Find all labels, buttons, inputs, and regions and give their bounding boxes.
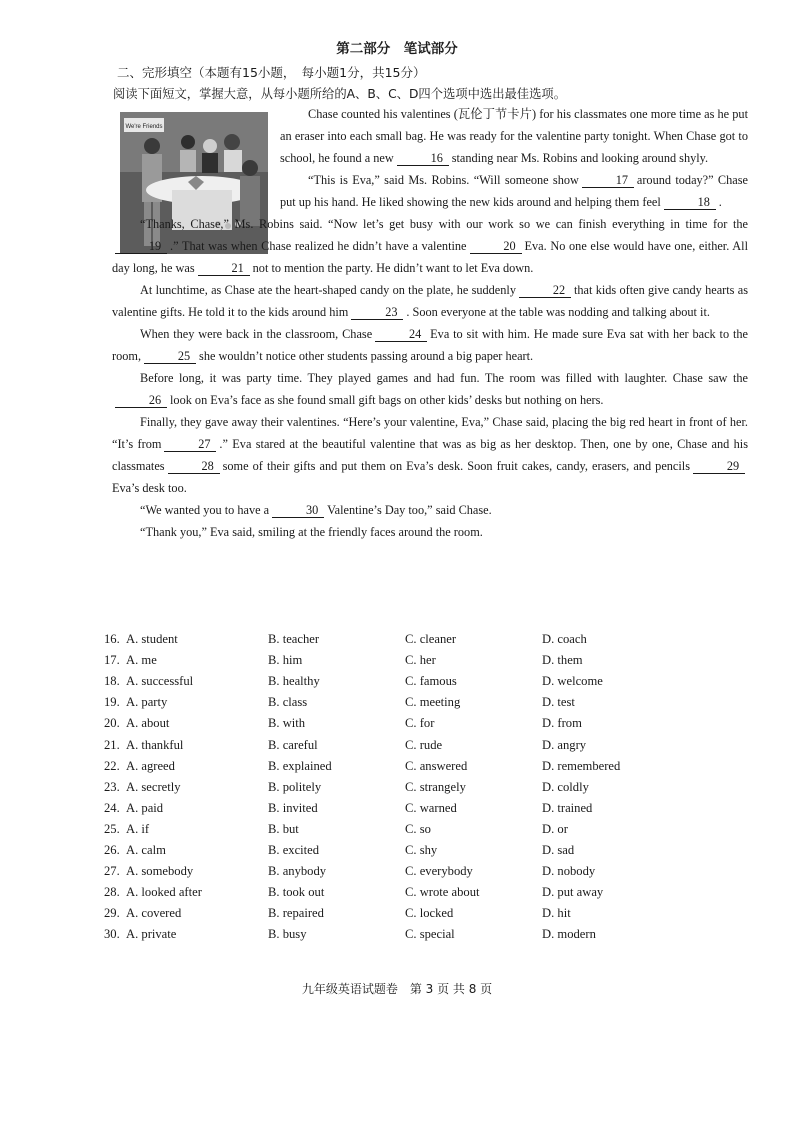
- paragraph-3: “Thanks, Chase,” Ms. Robins said. “Now let’s get busy with our work so we can finish everything in time for the19 .” That was when Chase realized he didn’t have a valentine 20 Eva. No one else would have one, either. All day long, he was 21 not to mention the party. He didn’t want to let Eva down.: [112, 217, 748, 275]
- option-row: [104, 650, 744, 671]
- option-row: [104, 819, 744, 840]
- paragraph-4: At lunchtime, as Chase ate the heart-shaped candy on the plate, he suddenly 22 that kids often give candy hearts as valentine gifts. He told it to the kids around him 23 . Soon everyone at the table was nodding and talking about it.: [112, 283, 748, 319]
- question-number: 20.: [104, 716, 120, 731]
- option-b: B. invited: [268, 800, 318, 815]
- option-c: C. meeting: [405, 695, 461, 710]
- blank-27: 27: [164, 437, 216, 452]
- question-number: 22.: [104, 758, 120, 773]
- option-row: [104, 903, 744, 924]
- question-number: 29.: [104, 906, 120, 921]
- option-c: C. everybody: [405, 864, 473, 879]
- option-b: B. with: [268, 716, 306, 731]
- option-c: C. special: [405, 927, 455, 942]
- option-d: D. welcome: [542, 674, 603, 689]
- option-a: A. covered: [126, 906, 182, 921]
- paragraph-1: Chase counted his valentines (瓦伦丁节卡片) for his classmates one more time as he put an eraser into each small bag. He was ready for the valentine party tonight. When Chase got to school, he found a new 16 standing near Ms. Robins and looking around shyly.: [280, 107, 748, 165]
- blank-29: 29: [693, 459, 745, 474]
- sign-text: We're Friends: [125, 124, 163, 130]
- option-a: A. about: [126, 716, 170, 731]
- option-d: D. angry: [542, 737, 587, 752]
- question-number: 17.: [104, 653, 120, 668]
- option-b: B. excited: [268, 842, 320, 857]
- option-row: [104, 629, 744, 650]
- page-footer: 九年级英语试题卷 第 3 页 共 8 页: [301, 982, 493, 996]
- option-b: B. careful: [268, 737, 318, 752]
- blank-25: 25: [144, 349, 196, 364]
- blank-18: 18: [664, 195, 716, 210]
- passage-wrap-block: [280, 103, 748, 213]
- option-d: D. sad: [542, 842, 575, 857]
- answer-options: [104, 629, 744, 945]
- option-a: A. if: [126, 821, 150, 836]
- option-b: B. explained: [268, 758, 332, 773]
- option-d: D. put away: [542, 885, 604, 900]
- option-row: [104, 924, 744, 945]
- option-d: D. or: [542, 821, 568, 836]
- option-b: B. anybody: [268, 864, 327, 879]
- blank-17: 17: [582, 173, 634, 188]
- option-d: D. coldly: [542, 779, 589, 794]
- option-d: D. them: [542, 653, 583, 668]
- option-d: D. remembered: [542, 758, 621, 773]
- option-a: A. me: [126, 653, 157, 668]
- option-row: [104, 861, 744, 882]
- option-a: A. agreed: [126, 758, 175, 773]
- option-row: [104, 671, 744, 692]
- option-a: A. somebody: [126, 864, 194, 879]
- option-d: D. hit: [542, 906, 571, 921]
- option-c: C. famous: [405, 674, 457, 689]
- question-number: 28.: [104, 885, 120, 900]
- option-row: [104, 798, 744, 819]
- cloze-passage: [112, 103, 748, 543]
- option-c: C. strangely: [405, 779, 466, 794]
- option-b: B. busy: [268, 927, 307, 942]
- blank-16: 16: [397, 151, 449, 166]
- option-c: C. answered: [405, 758, 468, 773]
- paragraph-6: Before long, it was party time. They played games and had fun. The room was filled with laughter. Chase saw the26 look on Eva’s face as she found small gift bags on other kids’ desks but nothing on hers.: [112, 367, 748, 411]
- question-number: 27.: [104, 864, 120, 879]
- option-b: B. took out: [268, 885, 325, 900]
- option-row: [104, 840, 744, 861]
- question-number: 18.: [104, 674, 120, 689]
- option-row: [104, 734, 744, 755]
- option-d: D. trained: [542, 800, 593, 815]
- option-b: B. healthy: [268, 674, 320, 689]
- option-row: [104, 882, 744, 903]
- option-b: B. repaired: [268, 906, 324, 921]
- question-number: 30.: [104, 927, 120, 942]
- blank-21: 21: [198, 261, 250, 276]
- option-c: C. wrote about: [405, 885, 480, 900]
- option-a: A. thankful: [126, 737, 184, 752]
- option-d: D. modern: [542, 927, 596, 942]
- blank-19: 19: [115, 239, 167, 254]
- option-a: A. student: [126, 632, 178, 647]
- option-a: A. calm: [126, 842, 166, 857]
- option-row: [104, 756, 744, 777]
- option-b: B. him: [268, 653, 303, 668]
- option-c: C. so: [405, 821, 431, 836]
- option-c: C. for: [405, 716, 435, 731]
- option-c: C. rude: [405, 737, 443, 752]
- subsection-heading: 二、完形填空（本题有15小题， 每小题1分，共15分）: [117, 65, 426, 80]
- paragraph-5: When they were back in the classroom, Chase 24 Eva to sit with him. He made sure Eva sat with her back to the room, 25 she wouldn’t notice other students passing around a big paper heart.: [112, 327, 748, 363]
- question-number: 24.: [104, 800, 120, 815]
- blank-24: 24: [375, 327, 427, 342]
- option-c: C. warned: [405, 800, 457, 815]
- option-b: B. but: [268, 821, 299, 836]
- blank-26: 26: [115, 393, 167, 408]
- question-number: 21.: [104, 737, 120, 752]
- option-a: A. looked after: [126, 885, 202, 900]
- option-d: D. from: [542, 716, 582, 731]
- option-d: D. coach: [542, 632, 587, 647]
- question-number: 25.: [104, 821, 120, 836]
- directions-text: 阅读下面短文，掌握大意，从每小题所给的A、B、C、D四个选项中选出最佳选项。: [113, 87, 566, 101]
- option-b: B. class: [268, 695, 308, 710]
- section-title: 第二部分 笔试部分: [336, 41, 458, 57]
- paragraph-8: “We wanted you to have a 30 Valentine’s Day too,” said Chase.: [140, 503, 492, 517]
- option-row: [104, 692, 744, 713]
- option-c: C. locked: [405, 906, 454, 921]
- blank-20: 20: [470, 239, 522, 254]
- option-row: [104, 713, 744, 734]
- blank-22: 22: [519, 283, 571, 298]
- option-d: D. test: [542, 695, 575, 710]
- option-a: A. private: [126, 927, 177, 942]
- option-a: A. secretly: [126, 779, 181, 794]
- option-b: B. politely: [268, 779, 322, 794]
- paragraph-9: “Thank you,” Eva said, smiling at the friendly faces around the room.: [140, 525, 483, 539]
- option-d: D. nobody: [542, 864, 596, 879]
- option-a: A. successful: [126, 674, 194, 689]
- blank-28: 28: [168, 459, 220, 474]
- option-c: C. shy: [405, 842, 438, 857]
- option-row: [104, 777, 744, 798]
- paragraph-7: Finally, they gave away their valentines. “Here’s your valentine, Eva,” Chase said, placing the big red heart in front of her. “It’s from 27 .” Eva stared at the beautiful valentine that was as big as her desktop. Then, one by one, Chase and his classmates 28 some of their gifts and put them on Eva’s desk. Soon fruit cakes, candy, erasers, and pencils 29Eva’s desk too.: [112, 415, 748, 495]
- blank-23: 23: [351, 305, 403, 320]
- option-c: C. her: [405, 653, 436, 668]
- option-a: A. paid: [126, 800, 164, 815]
- question-number: 26.: [104, 842, 120, 857]
- paragraph-2: “This is Eva,” said Ms. Robins. “Will someone show 17 around today?” Chase put up his hand. He liked showing the new kids around and helping them feel 18 .: [280, 173, 748, 209]
- blank-30: 30: [272, 503, 324, 518]
- question-number: 19.: [104, 695, 120, 710]
- option-a: A. party: [126, 695, 168, 710]
- option-b: B. teacher: [268, 632, 320, 647]
- option-c: C. cleaner: [405, 632, 457, 647]
- question-number: 16.: [104, 632, 120, 647]
- question-number: 23.: [104, 779, 120, 794]
